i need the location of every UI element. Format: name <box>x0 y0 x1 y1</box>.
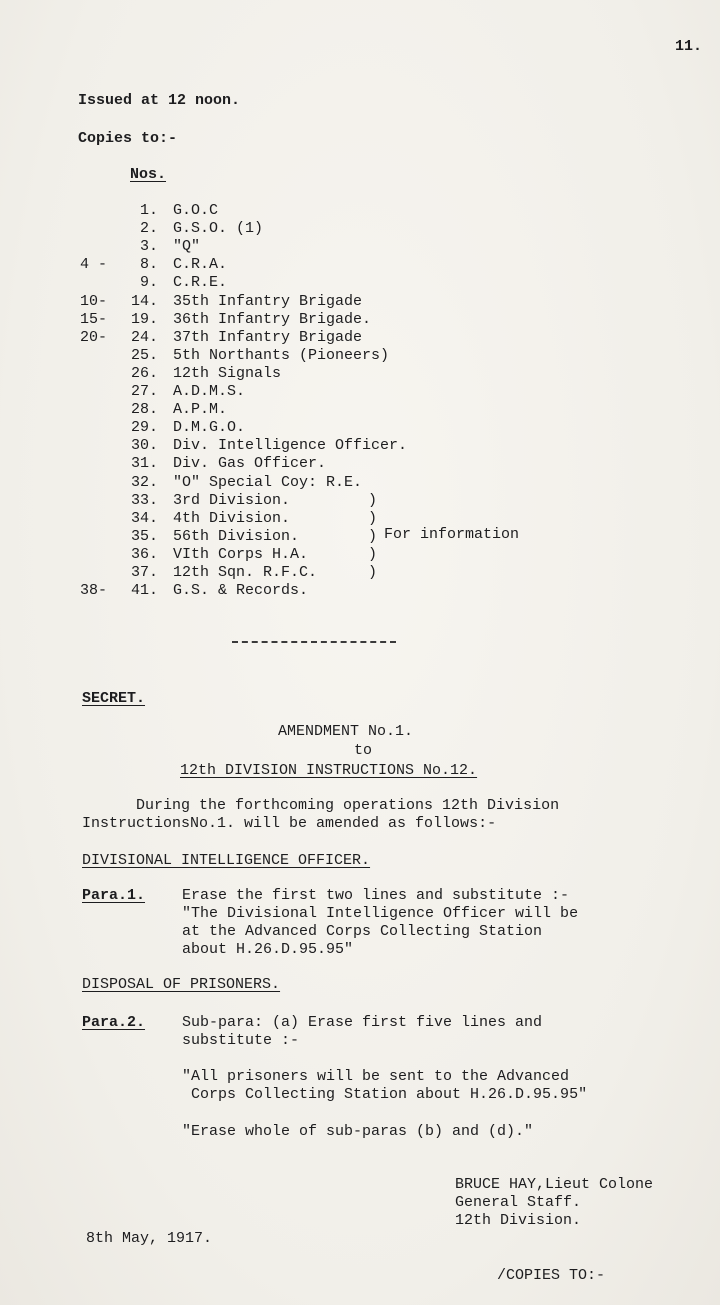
para-1-line-1: Erase the first two lines and substitute :- <box>182 887 570 904</box>
amendment-to: to <box>354 742 373 759</box>
copy-recipient: "Q" <box>173 238 201 256</box>
copy-number: 14. <box>130 292 158 310</box>
copy-row <box>0 329 720 347</box>
copy-row <box>0 564 720 582</box>
copy-number: 35. <box>130 527 158 545</box>
document-date: 8th May, 1917. <box>86 1230 213 1247</box>
copy-number: 29. <box>130 419 158 437</box>
copy-recipient: 56th Division. <box>173 527 300 545</box>
copy-number: 9. <box>139 274 158 292</box>
copy-recipient: 37th Infantry Brigade <box>173 328 363 346</box>
copy-recipient: C.R.E. <box>173 274 228 292</box>
copy-row <box>0 474 720 492</box>
copy-row <box>0 365 720 383</box>
copy-number: 3. <box>139 238 158 256</box>
copy-recipient: G.O.C <box>173 202 219 219</box>
copy-row <box>0 546 720 564</box>
copy-recipient: "O" Special Coy: R.E. <box>173 473 363 491</box>
copy-row <box>0 274 720 292</box>
for-information-note: For information <box>384 526 520 543</box>
copy-number: 27. <box>130 383 158 400</box>
copy-recipient: G.S. & Records. <box>173 582 309 600</box>
copy-row <box>0 220 720 238</box>
intro-line-1: During the forthcoming operations 12th Division <box>136 797 560 814</box>
copy-number: 2. <box>139 220 158 238</box>
copy-recipient: 35th Infantry Brigade <box>173 292 363 310</box>
para-1-line-4: about H.26.D.95.95" <box>182 941 354 958</box>
copy-number: 31. <box>130 455 158 473</box>
amendment-title: AMENDMENT No.1. <box>278 723 414 740</box>
copy-row <box>0 202 720 220</box>
copy-number: 24. <box>130 328 158 346</box>
section-divider <box>232 641 396 643</box>
copy-row <box>0 455 720 473</box>
para-2-line-1: Sub-para: (a) Erase first five lines and <box>182 1014 543 1031</box>
signature-line-2: General Staff. <box>455 1194 582 1211</box>
copy-recipient: 12th Signals <box>173 364 282 382</box>
copy-number: 37. <box>130 564 158 581</box>
copy-row <box>0 293 720 311</box>
copy-bracket: ) <box>368 527 378 545</box>
para-2-line-2: substitute :- <box>182 1032 300 1049</box>
copy-number: 33. <box>130 491 158 509</box>
copy-recipient: 4th Division. <box>173 509 291 527</box>
copy-recipient: 12th Sqn. R.F.C. <box>173 564 318 581</box>
copy-row <box>0 401 720 419</box>
para-2-quote-line-1: "All prisoners will be sent to the Advanced <box>182 1068 570 1085</box>
copy-row <box>0 383 720 401</box>
copy-row <box>0 437 720 455</box>
section-2-heading: DISPOSAL OF PRISONERS. <box>82 976 281 993</box>
copy-number: 30. <box>130 437 158 455</box>
para-1-line-3: at the Advanced Corps Collecting Station <box>182 923 543 940</box>
para-1-label: Para.1. <box>82 887 146 904</box>
copy-recipient: A.D.M.S. <box>173 383 246 400</box>
copy-number: 26. <box>130 364 158 382</box>
copy-row <box>0 311 720 329</box>
copy-recipient: D.M.G.O. <box>173 419 246 437</box>
copy-number: 32. <box>130 473 158 491</box>
copy-recipient: 5th Northants (Pioneers) <box>173 346 390 364</box>
copy-row <box>0 510 720 528</box>
signature-line-3: 12th Division. <box>455 1212 582 1229</box>
copy-number: 41. <box>130 582 158 600</box>
copy-bracket: ) <box>368 509 378 527</box>
copy-number: 8. <box>139 256 158 274</box>
copy-row <box>0 256 720 274</box>
copy-row <box>0 582 720 600</box>
copy-row <box>0 528 720 546</box>
copy-recipient: C.R.A. <box>173 256 228 274</box>
section-1-heading: DIVISIONAL INTELLIGENCE OFFICER. <box>82 852 371 869</box>
copy-bracket: ) <box>368 491 378 509</box>
copy-recipient: G.S.O. (1) <box>173 220 264 238</box>
page-number: 11. <box>675 38 703 55</box>
para-1-line-2: "The Divisional Intelligence Officer will be <box>182 905 579 922</box>
amendment-subject: 12th DIVISION INSTRUCTIONS No.12. <box>180 762 478 779</box>
copy-number: 19. <box>130 310 158 328</box>
copy-number: 36. <box>130 545 158 563</box>
footer-copies-to: /COPIES TO:- <box>497 1267 606 1284</box>
para-2-quote-line-2: Corps Collecting Station about H.26.D.95.95" <box>182 1086 588 1103</box>
copy-bracket: ) <box>368 564 378 581</box>
copy-prefix: 15- <box>80 310 108 328</box>
copy-recipient: 3rd Division. <box>173 491 291 509</box>
copy-prefix: 38- <box>80 582 108 600</box>
copy-recipient: VIth Corps H.A. <box>173 545 309 563</box>
copy-number: 28. <box>130 401 158 419</box>
copy-row <box>0 238 720 256</box>
secret-heading: SECRET. <box>82 690 146 707</box>
copy-recipient: Div. Intelligence Officer. <box>173 437 408 455</box>
intro-line-2: InstructionsNo.1. will be amended as follows:- <box>82 815 497 832</box>
copy-row <box>0 347 720 365</box>
copy-recipient: 36th Infantry Brigade. <box>173 310 372 328</box>
copy-recipient: A.P.M. <box>173 401 228 419</box>
copy-number: 1. <box>139 202 158 219</box>
copy-number: 34. <box>130 509 158 527</box>
nos-heading: Nos. <box>130 166 167 183</box>
para-2-erase-line: "Erase whole of sub-paras (b) and (d)." <box>182 1123 534 1140</box>
copy-prefix: 20- <box>80 328 108 346</box>
copies-to-heading: Copies to:- <box>78 130 178 147</box>
signature-line-1: BRUCE HAY,Lieut Colone <box>455 1176 654 1193</box>
copy-bracket: ) <box>368 545 378 563</box>
copy-prefix: 10- <box>80 292 108 310</box>
copy-number: 25. <box>130 346 158 364</box>
copy-prefix: 4 - <box>80 256 108 274</box>
issued-line: Issued at 12 noon. <box>78 92 241 109</box>
copy-row <box>0 492 720 510</box>
para-2-label: Para.2. <box>82 1014 146 1031</box>
copy-row <box>0 419 720 437</box>
copy-recipient: Div. Gas Officer. <box>173 455 327 473</box>
